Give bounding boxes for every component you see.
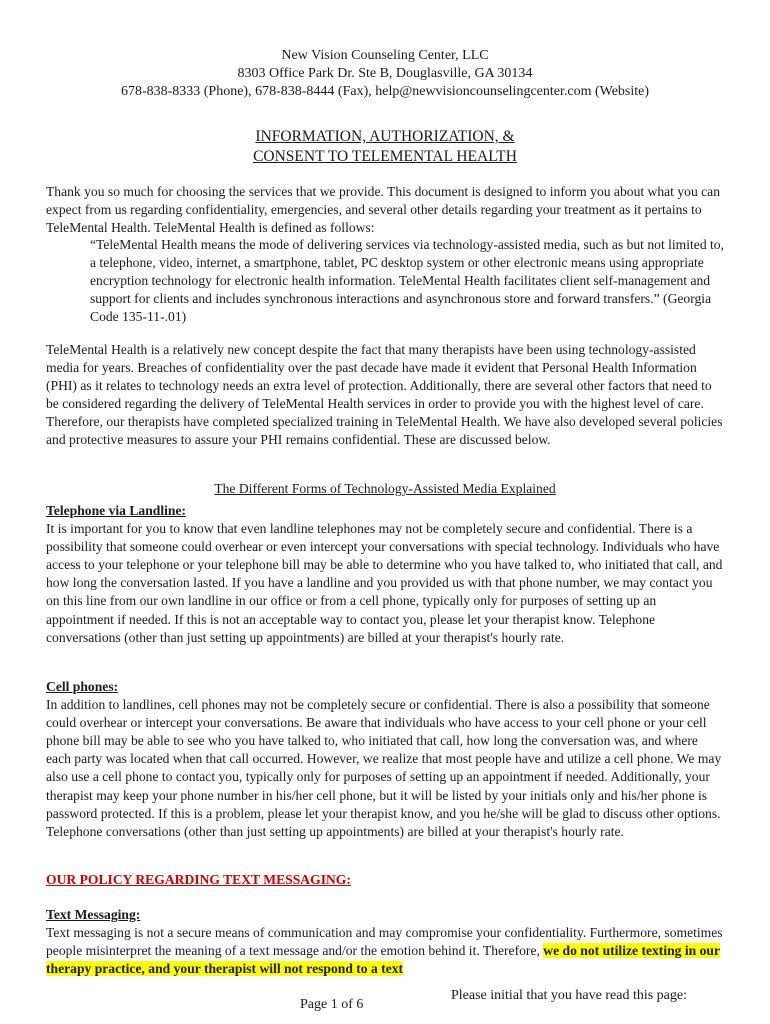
title-line-1: INFORMATION, AUTHORIZATION, & xyxy=(255,128,515,145)
letterhead xyxy=(0,47,770,101)
section-title: The Different Forms of Technology-Assisted Media Explained xyxy=(214,481,556,496)
texting-text xyxy=(46,924,726,978)
texting-highlight: we do not utilize texting in our therapy practice, and your therapist will not respond to a text xyxy=(46,943,720,977)
page-number: Page 1 of 6 xyxy=(300,997,364,1012)
cell-phone-heading: Cell phones: xyxy=(46,679,119,694)
org-name: New Vision Counseling Center, LLC xyxy=(281,48,489,63)
intro-paragraph: Thank you so much for choosing the services that we provide. This document is designed to inform you about what you can expect from us regarding confidentiality, emergencies, and several other details regarding your treatment as it pertains to TeleMental Health. TeleMental Health is defined as follows: xyxy=(46,184,721,236)
org-contact: 678-838-8333 (Phone), 678-838-8444 (Fax), help@newvisioncounselingcenter.com (Website) xyxy=(120,84,650,99)
landline-section xyxy=(46,502,726,647)
org-address: 8303 Office Park Dr. Ste B, Douglasville, GA 30134 xyxy=(237,66,533,81)
cell-phone-text: In addition to landlines, cell phones may not be completely secure or confidential. There is also a possibility that someone could overhear or intercept your conversations. Be aware that individuals who have access to your cell phone or your cell phone bill may be able to see who you have talked to, who initiated that call, how long the conversation was, and where each party was located when that call occurred. However, we realize that most people have and utilize a cell phone. We may also use a cell phone to contact you, typically only for purposes of setting up an appointment if needed. Additionally, your therapist may keep your phone number in his/her cell phone, but it will be listed by your initials only and his/her phone is password protected. If this is a problem, please let your therapist know, and you he/she will be glad to discuss other options. Telephone conversations (other than just setting up appointments) are billed at your therapist's hourly rate. xyxy=(46,697,722,839)
landline-heading: Telephone via Landline: xyxy=(46,503,186,518)
texting-heading: Text Messaging: xyxy=(46,907,141,922)
texting-section xyxy=(46,906,726,978)
telemental-definition-quote: “TeleMental Health means the mode of delivering services via technology-assisted media, such as but not limited to, a telephone, video, internet, a smartphone, tablet, PC desktop system or other electronic means using appropriate encryption technology for electronic health information. TeleMental Health facilitates client self-management and support for clients and includes synchronous interactions and asynchronous store and forward transfers.” (Georgia Code 135-11-.01) xyxy=(90,237,725,325)
document-title xyxy=(0,127,770,167)
initial-prompt: Please initial that you have read this page: xyxy=(451,988,687,1003)
telemental-overview-paragraph: TeleMental Health is a relatively new concept despite the fact that many therapists have been using technology-assisted media for years. Breaches of confidentiality over the past decade have made it evident that Personal Health Information (PHI) as it relates to technology needs an extra level of protection. Additionally, there are several other factors that need to be considered regarding the delivery of TeleMental Health services in order to provide you with the highest level of care. Therefore, our therapists have completed specialized training in TeleMental Health. We have also developed several policies and protective measures to assure your PHI remains confidential. These are discussed below. xyxy=(46,342,723,448)
cell-phone-section xyxy=(46,678,726,841)
texting-text-start: Text messaging is not a secure means of communication and may compromise your confidentiality. Furthermore, sometimes people misinterpret the meaning of a text message and/or the emotion behind it. Therefore, xyxy=(46,925,723,959)
title-line-2: CONSENT TO TELEMENTAL HEALTH xyxy=(253,148,517,165)
text-policy-heading: OUR POLICY REGARDING TEXT MESSAGING: xyxy=(46,872,351,887)
landline-text: It is important for you to know that even landline telephones may not be completely secure and confidential. There is a possibility that someone could overhear or even intercept your conversations with special technology. Individuals who have access to your telephone or your telephone bill may be able to determine who you have talked to, who initiated that call, and how long the conversation lasted. If you have a landline and you provided us with that phone number, we may contact you on this line from our own landline in our office or from a cell phone, typically only for purposes of setting up an appointment if needed. If this is not an acceptable way to contact you, please let your therapist know. Telephone conversations (other than just setting up appointments) are billed at your therapist's hourly rate. xyxy=(46,521,723,645)
